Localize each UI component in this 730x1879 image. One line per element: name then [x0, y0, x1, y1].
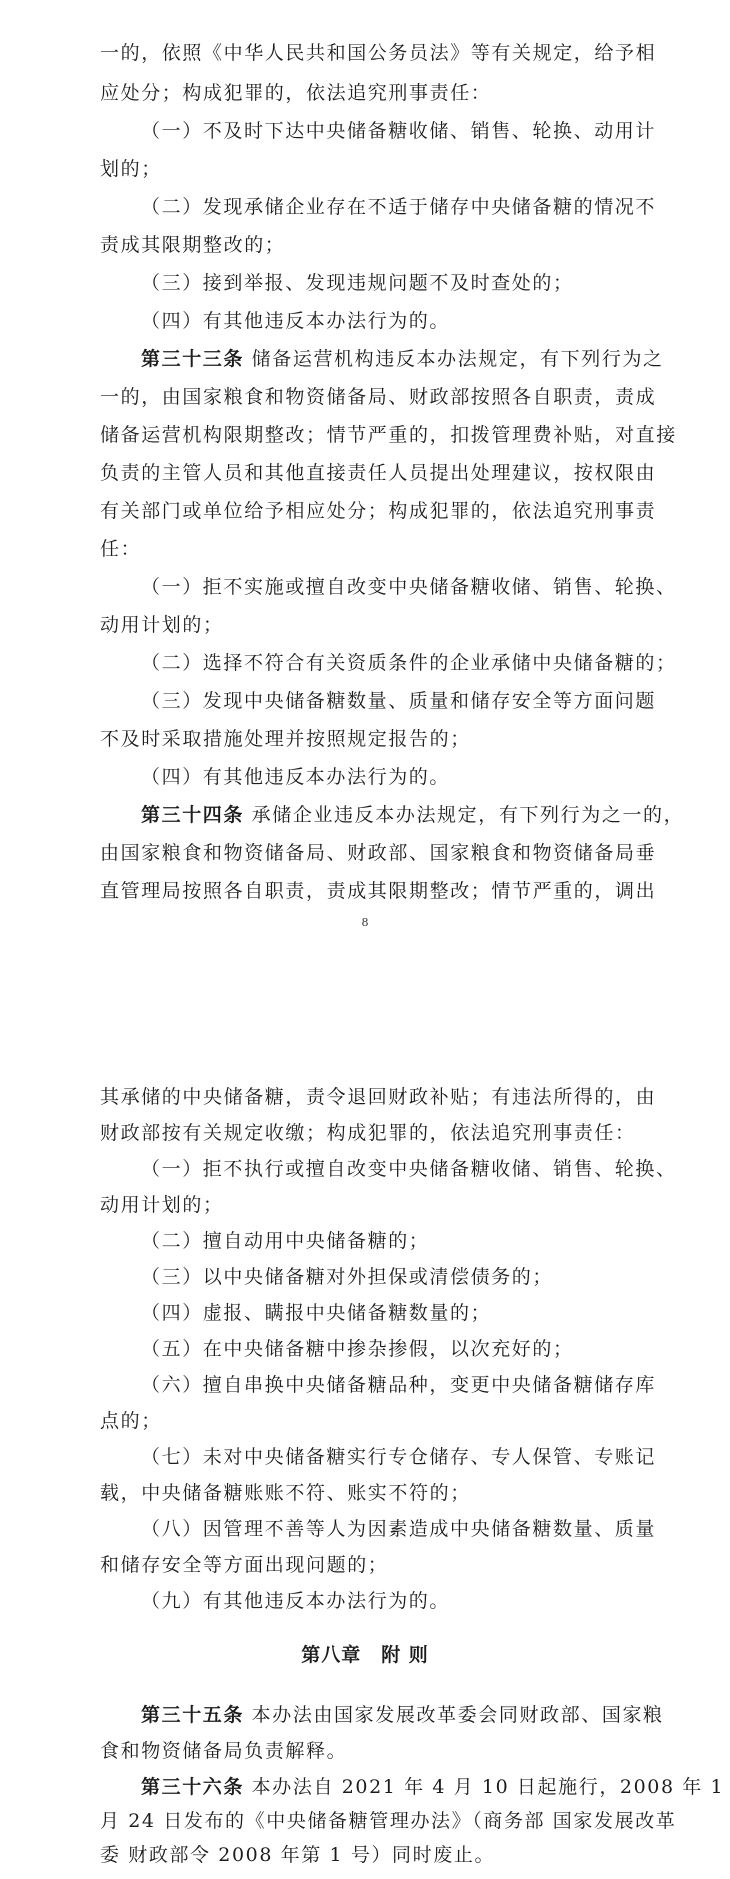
- list-item: （五）在中央储备糖中掺杂掺假，以次充好的；: [141, 1338, 574, 1360]
- article-35: [141, 1702, 664, 1728]
- article-title: 第三十三条: [141, 348, 245, 370]
- text-line: 划的；: [100, 158, 162, 180]
- list-item: （八）因管理不善等人为因素造成中央储备糖数量、质量: [141, 1518, 657, 1540]
- list-item: （一）不及时下达中央储备糖收储、销售、轮换、动用计: [141, 120, 657, 142]
- text-line: 动用计划的；: [100, 614, 224, 636]
- article-title: 第三十五条: [141, 1704, 245, 1726]
- list-item: （二）选择不符合有关资质条件的企业承储中央储备糖的；: [141, 652, 677, 674]
- list-item: （二）发现承储企业存在不适于储存中央储备糖的情况不: [141, 196, 657, 218]
- text-line: 载，中央储备糖账账不符、账实不符的；: [100, 1482, 471, 1504]
- list-item: （三）接到举报、发现违规问题不及时查处的；: [141, 272, 574, 294]
- text-line: 有关部门或单位给予相应处分；构成犯罪的，依法追究刑事责: [100, 500, 657, 522]
- list-item: （三）以中央储备糖对外担保或清偿债务的；: [141, 1266, 554, 1288]
- text-line: 一的，依照《中华人民共和国公务员法》等有关规定，给予相: [100, 42, 657, 64]
- list-item: （六）擅自串换中央储备糖品种，变更中央储备糖储存库: [141, 1374, 657, 1396]
- chapter-heading: 第八章 附 则: [301, 1644, 429, 1666]
- article-text: 储备运营机构违反本办法规定，有下列行为之: [251, 348, 664, 370]
- text-line: 储备运营机构限期整改；情节严重的，扣拨管理费补贴，对直接: [100, 424, 677, 446]
- list-item: （四）有其他违反本办法行为的。: [141, 766, 451, 788]
- article-text: 承储企业违反本办法规定，有下列行为之一的，: [251, 804, 685, 826]
- list-item: （二）擅自动用中央储备糖的；: [141, 1230, 430, 1252]
- text-line: 应处分；构成犯罪的，依法追究刑事责任：: [100, 82, 492, 104]
- text-line: 点的；: [100, 1410, 162, 1432]
- text-line: 直管理局按照各自职责，责成其限期整改；情节严重的，调出: [100, 880, 657, 902]
- list-item: （一）拒不实施或擅自改变中央储备糖收储、销售、轮换、: [141, 576, 677, 598]
- text-line: 负责的主管人员和其他直接责任人员提出处理建议，按权限由: [100, 462, 657, 484]
- list-item: （一）拒不执行或擅自改变中央储备糖收储、销售、轮换、: [141, 1158, 677, 1180]
- text-line: 任：: [100, 538, 142, 560]
- text-line: 由国家粮食和物资储备局、财政部、国家粮食和物资储备局垂: [100, 842, 657, 864]
- text-line: 不及时采取措施处理并按照规定报告的；: [100, 728, 471, 750]
- article-36: [141, 1774, 724, 1800]
- text-line: 委 财政部令 2008 年第 1 号）同时废止。: [100, 1844, 496, 1866]
- list-item: （四）有其他违反本办法行为的。: [141, 310, 451, 332]
- text-line: 动用计划的；: [100, 1194, 224, 1216]
- article-34: [141, 802, 684, 828]
- text-line: 责成其限期整改的；: [100, 234, 286, 256]
- article-title: 第三十四条: [141, 804, 245, 826]
- list-item: （九）有其他违反本办法行为的。: [141, 1590, 451, 1612]
- page-number: 8: [361, 916, 369, 929]
- article-33: [141, 346, 664, 372]
- article-text: 本办法自 2021 年 4 月 10 日起施行，2008 年 1: [251, 1776, 725, 1798]
- text-line: 财政部按有关规定收缴；构成犯罪的，依法追究刑事责任：: [100, 1122, 636, 1144]
- text-line: 和储存安全等方面出现问题的；: [100, 1554, 389, 1576]
- text-line: 一的，由国家粮食和物资储备局、财政部按照各自职责，责成: [100, 386, 657, 408]
- list-item: （三）发现中央储备糖数量、质量和储存安全等方面问题: [141, 690, 657, 712]
- article-title: 第三十六条: [141, 1776, 245, 1798]
- list-item: （四）虚报、瞒报中央储备糖数量的；: [141, 1302, 492, 1324]
- list-item: （七）未对中央储备糖实行专仓储存、专人保管、专账记: [141, 1446, 657, 1468]
- article-text: 本办法由国家发展改革委会同财政部、国家粮: [251, 1704, 664, 1726]
- text-line: 月 24 日发布的《中央储备糖管理办法》（商务部 国家发展改革: [100, 1810, 677, 1832]
- text-line: 食和物资储备局负责解释。: [100, 1740, 348, 1762]
- text-line: 其承储的中央储备糖，责令退回财政补贴；有违法所得的，由: [100, 1086, 657, 1108]
